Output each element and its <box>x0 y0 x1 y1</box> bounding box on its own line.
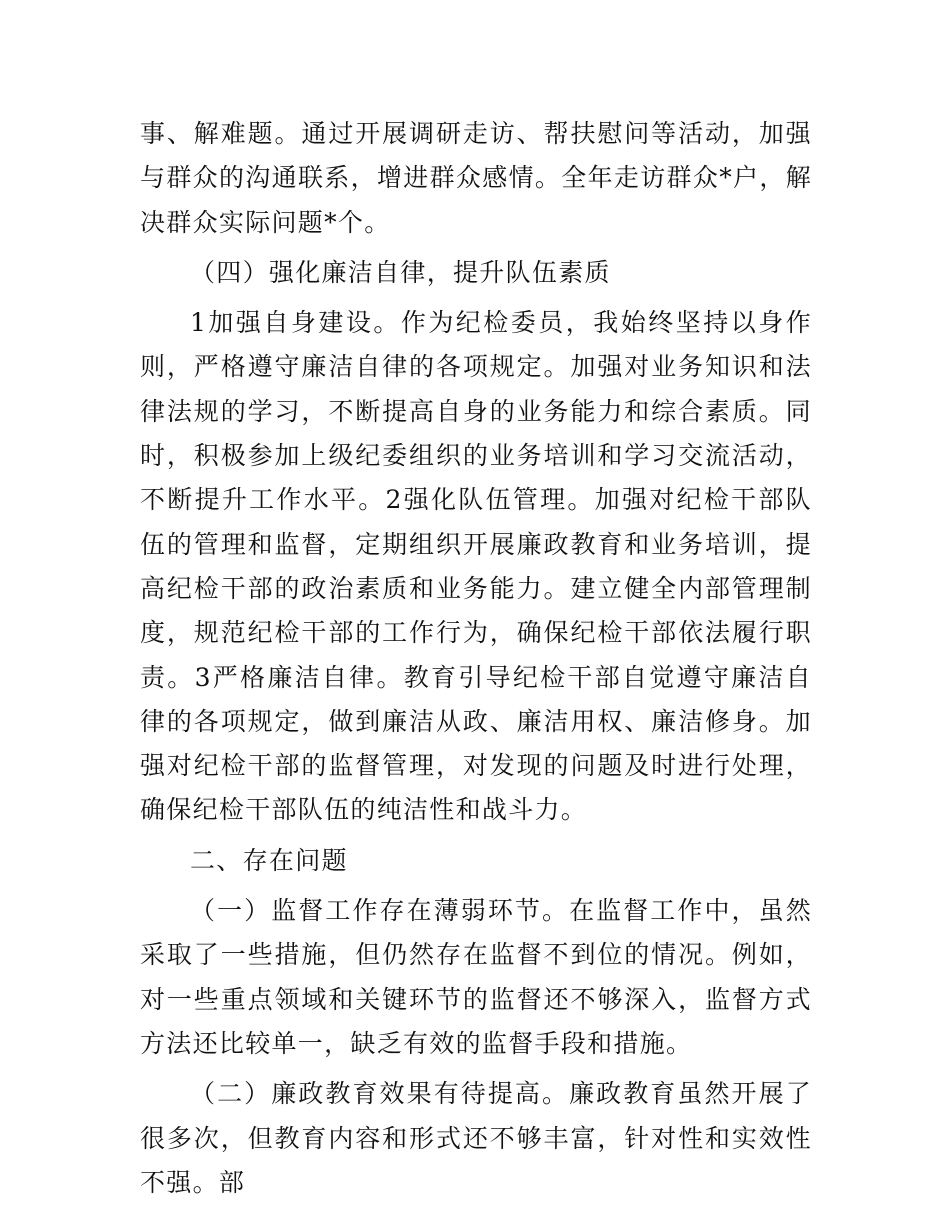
document-page <box>140 112 812 1205</box>
paragraph-problem-2: （二）廉政教育效果有待提高。廉政教育虽然开展了很多次，但教育内容和形式还不够丰富，针对性和实效性不强。部 <box>140 1079 812 1197</box>
paragraph-section-4-body: 1加强自身建设。作为纪检委员，我始终坚持以身作则，严格遵守廉洁自律的各项规定。加强对业务知识和法律法规的学习，不断提高自身的业务能力和综合素质。同时，积极参加上级纪委组织的业务培训和学习交流活动，不断提升工作水平。2强化队伍管理。加强对纪检干部队伍的管理和监督，定期组织开展廉政教育和业务培训，提高纪检干部的政治素质和业务能力。建立健全内部管理制度，规范纪检干部的工作行为，确保纪检干部依法履行职责。3严格廉洁自律。教育引导纪检干部自觉遵守廉洁自律的各项规定，做到廉洁从政、廉洁用权、廉洁修身。加强对纪检干部的监督管理，对发现的问题及时进行处理，确保纪检干部队伍的纯洁性和战斗力。 <box>140 308 812 825</box>
paragraph-continuation: 事、解难题。通过开展调研走访、帮扶慰问等活动，加强与群众的沟通联系，增进群众感情。全年走访群众*户，解决群众实际问题*个。 <box>140 119 812 237</box>
paragraph-problem-1: （一）监督工作存在薄弱环节。在监督工作中，虽然采取了一些措施，但仍然存在监督不到位的情况。例如，对一些重点领域和关键环节的监督还不够深入，监督方式方法还比较单一，缺乏有效的监督手段和措施。 <box>140 896 812 1058</box>
section-heading-2: 二、存在问题 <box>190 845 348 875</box>
section-heading-4: （四）强化廉洁自律，提升队伍素质 <box>190 257 611 287</box>
